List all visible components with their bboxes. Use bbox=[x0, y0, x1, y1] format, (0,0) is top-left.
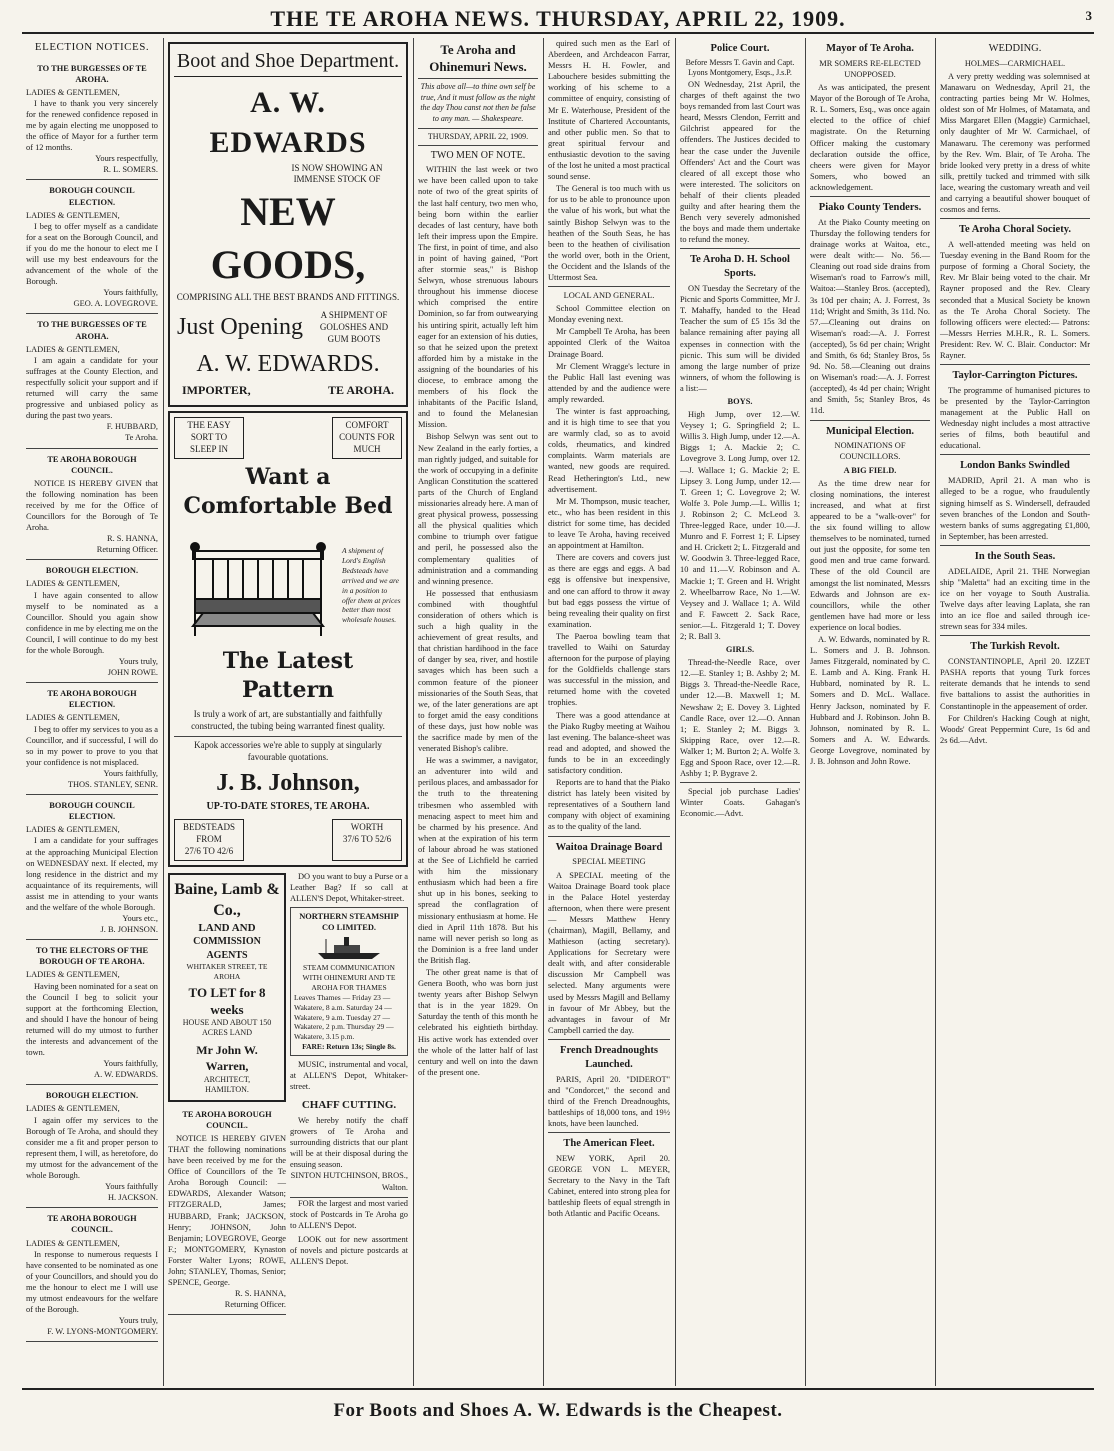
ad-town: TE AROHA. bbox=[327, 383, 394, 398]
notice-close: Yours faithfully bbox=[105, 1182, 158, 1192]
sports-intro: ON Tuesday the Secretary of the Picnic and Sports Committee, Mr J. T. Mahaffy, handed to the Head Teacher the sum of £5 15s 3d the balance remaining after paying all expenses in connection with the picnic. This sum will be divided among the large number of prize winners, of whom the following is a list:— bbox=[680, 284, 800, 393]
notice-signature: A. W. EDWARDS. bbox=[94, 1070, 158, 1080]
notice-greeting: LADIES & GENTLEMEN, bbox=[26, 970, 120, 980]
french-report: PARIS, April 20. "DIDEROT" and "Condorcet," the second and third of the French Dreadnoughts, battleships of 18,000 tons, and 19½ knots, have been launched. bbox=[548, 1074, 670, 1129]
turkish-heading: The Turkish Revolt. bbox=[970, 641, 1060, 653]
ad-address: WHITAKER STREET, TE AROHA bbox=[186, 961, 268, 981]
notice-greeting: LADIES & GENTLEMEN, bbox=[26, 344, 120, 354]
novels-notice: LOOK out for new assortment of novels and picture postcards at ALLEN'S Depot. bbox=[290, 1234, 408, 1267]
ad-side-note: A shipment of Lord's English Bedsteads have arrived and we are in a position to offer them at prices better than most wholesale houses. bbox=[342, 546, 401, 625]
editorial-paragraph: Bishop Selwyn was sent out to New Zealand in the early forties, a man rightly judged, and suitable for the work of occupying in a definite Anglican Constitution the scattered parts of the Church of England missionaries already here. A man of great physical prowess, possessing all the physical qualities which combine to triumph over fatigue and peril, he possessed also the complementary qualities of administration and a commanding and winning presence. bbox=[418, 432, 539, 586]
ad-description: Is truly a work of art, are substantially and faithfully constructed, the tubing being warranted finest quality. bbox=[191, 708, 385, 731]
fleet-heading: The American Fleet. bbox=[563, 1138, 655, 1150]
wedding-subheading: HOLMES—CARMICHAEL. bbox=[964, 58, 1066, 68]
french-heading: French Dreadnoughts Launched. bbox=[560, 1044, 658, 1070]
notice-close: Yours faithfully, bbox=[103, 288, 158, 298]
editorial-continued: The General is too much with us for us to be able to pronounce upon the value of his work, but what the saintly Bishop Selwyn was to the heathen of the South Seas, he has been to the heathen of civilisation the world over, both in the Orient, the Occident and the Islands of the Uttermost Sea. bbox=[548, 184, 670, 282]
mayor-subheading: MR SOMERS RE-ELECTED UNOPPOSED. bbox=[819, 58, 921, 79]
ad-tagline: IS NOW SHOWING AN IMMENSE STOCK OF bbox=[291, 162, 383, 185]
masthead bbox=[22, 6, 1094, 34]
ad-stores: UP-TO-DATE STORES, TE AROHA. bbox=[206, 800, 370, 812]
editorial-title: TWO MEN OF NOTE. bbox=[430, 150, 526, 162]
notice-body: I beg to offer myself as a candidate for a seat on the Borough Council, and if you do me the honour to elect me I will use my best endeavours for the advancement of the whole of the Borough. bbox=[26, 221, 158, 287]
nominations-list: A. W. Edwards, nominated by R. L. Somers and J. B. Johnson. James Fitzgerald, nominated by C. E. Lamb and A. King. Frank H. Hubbard, nominated by R. L. Somers and D. McL. Wallace. Henry Jackson, nominated by F. Hubbard and J. Robinson. John B. Johnson, nominated by R. L. Somers and A. W. Edwards. George Lovegrove, nominated by J. B. Johnson and John Rowe. bbox=[810, 634, 930, 767]
notice-body: I am again a candidate for your suffrages at the County Election, and respectfully solicit your support and if returned will carry the same progressive and unbiased policy as during the past two years. bbox=[26, 355, 158, 421]
police-report: ON Wednesday, 21st April, the charges of theft against the two boys remanded from last Court was heard, Messrs Clendon, Ferritt and Gilchrist appeared for the offenders. The Justices decided to hear the case under the Juvenile Offenders' Act and the Court was cleared of all except those who were interested. The solicitors on behalf of their clients pleaded guilty and after hearing them the Bench very severely admonished the boys and made them undertake to refund the money. bbox=[680, 79, 800, 245]
ad-easy-sort: THE EASY SORT TO SLEEP IN bbox=[174, 417, 244, 459]
municipal-subheading: NOMINATIONS OF COUNCILLORS. bbox=[834, 441, 906, 462]
ad-importer: IMPORTER, bbox=[182, 383, 251, 398]
notice-close: Yours truly, bbox=[118, 657, 158, 667]
column-court-sports bbox=[676, 38, 804, 1386]
ad-comfort: COMFORT COUNTS FOR MUCH bbox=[332, 417, 402, 459]
local-item: There was a good attendance at the Piako Rugby meeting at Waihou last evening. The balance-sheet was read and adopted, and showed the funds to be in an exceedingly satisfactory condition. bbox=[548, 710, 670, 775]
notice-body: I have again consented to allow myself to be nominated as a Councillor. Should you again show confidence in me by electing me on the Council, I will continue to do my best for the whole Borough. bbox=[26, 590, 158, 656]
local-item: Mr Campbell Te Aroha, has been appointed Clerk of the Waitoa Drainage Board. bbox=[548, 327, 670, 359]
chaff-notice bbox=[290, 1093, 408, 1197]
ad-line1: LAND AND bbox=[198, 921, 256, 934]
ad-shipment: A SHIPMENT OF GOLOSHES AND GUM BOOTS bbox=[319, 309, 389, 344]
municipal-report: As the time drew near for closing nominations, the interest increased, and what at first appeared to be a "walk-over" for the six found willing to allow themselves to be nominated, turned out just the opposite, for some ten good men and true came forward. These of the old Council are amongst the list nominated, Messrs Edwards and Johnson are ex-councillors, while the other gentlemen have had more or less experience on local bodies. bbox=[810, 478, 930, 632]
column-local-news bbox=[544, 38, 674, 1386]
notice-body: Having been nominated for a seat on the Council I beg to solicit your support at the forthcoming Election, and should I have the honour of being returned will do my utmost to further the interests and advancement of the town. bbox=[26, 981, 158, 1058]
notice-body: I beg to offer my services to you as a Councillor, and if successful, I will do so in my power to prove to you that your confidence is not misplaced. bbox=[26, 724, 158, 767]
local-item: Reports are to hand that the Piako district has lately been visited by representatives of a Southern land company with object of examining as to the quality of the land. bbox=[548, 778, 670, 832]
notice-signature: H. JACKSON. bbox=[107, 1193, 158, 1203]
notice-role: Returning Officer. bbox=[96, 545, 158, 555]
notice-title: TO THE BURGESSES OF TE AROHA. bbox=[37, 63, 147, 84]
column-wedding-cables bbox=[936, 38, 1094, 1386]
baine-lamb-advertisement bbox=[168, 873, 286, 1102]
notice-close: Yours faithfully, bbox=[103, 1059, 158, 1069]
ad-merchant-name: A. W. EDWARDS bbox=[209, 86, 367, 159]
choral-heading: Te Aroha Choral Society. bbox=[958, 224, 1071, 236]
notice-signature: SINTON HUTCHINSON, BROS., Walton. bbox=[290, 1171, 408, 1192]
ad-want-bed: Want a Comfortable Bed bbox=[183, 463, 393, 519]
piako-heading: Piako County Tenders. bbox=[818, 201, 922, 213]
column-editorial bbox=[414, 38, 542, 1386]
south-seas-heading: In the South Seas. bbox=[974, 550, 1056, 562]
notice-signature: F. W. LYONS-MONTGOMERY. bbox=[47, 1327, 158, 1337]
notice-title: TO THE ELECTORS OF THE BOROUGH OF TE AROHA. bbox=[35, 946, 149, 967]
editorial-date: THURSDAY, APRIL 22, 1909. bbox=[427, 131, 529, 141]
music-notice: MUSIC, instrumental and vocal, at ALLEN'S Depot, Whitaker-street. bbox=[290, 1060, 408, 1092]
cough-advert: For Children's Hacking Cough at night, Woods' Great Peppermint Cure, 1s 6d and 2s 6d.—Advt. bbox=[940, 713, 1090, 745]
ad-merchant-name-2: A. W. EDWARDS. bbox=[196, 351, 380, 378]
election-notice bbox=[26, 795, 158, 940]
editorial-paragraph: The other great name is that of Genera Booth, who was born just twenty years after Bishop Selwyn that is in the year 1829. On Saturday the tenth of this month he celebrated his eightieth birthday. His active work has extended over the whole of the latter half of last century and well on into the dawn of the present one. bbox=[418, 967, 538, 1077]
notice-greeting: LADIES & GENTLEMEN, bbox=[26, 825, 120, 835]
ad-architect-role: ARCHITECT, bbox=[203, 1074, 251, 1084]
notice-title: BOROUGH COUNCIL ELECTION. bbox=[49, 186, 135, 207]
notice-close: Yours etc., bbox=[122, 914, 158, 924]
south-seas-report: ADELAIDE, April 21. THE Norwegian ship "Maletta" had an exciting time in the ice on her voyage to South Australia. Twelve days after leaving Laplata, she ran into an ice floe and sailed through ice-strewn seas for 334 miles. bbox=[940, 566, 1090, 632]
editorial-paragraph: He possessed that enthusiasm combined with thoughtful consideration of others which is such a high quality in the achievement of great results, and that christian hardihood in the face of danger by sea, river, and hostile savages which has been such a common feature of the pioneer missionaries of the South Seas, that we, of the later generations are apt to forget amid the easy conditions of these days, just how noble was the sacrifice made by men of the venerated Bishop's calibre. bbox=[418, 588, 538, 754]
election-notice bbox=[26, 560, 158, 683]
ad-latest-pattern: The Latest Pattern bbox=[222, 647, 354, 703]
ad-firm: J. B. Johnson, bbox=[216, 770, 360, 797]
column-advertisements bbox=[164, 38, 412, 1386]
notice-signature: J. B. JOHNSON. bbox=[100, 925, 158, 935]
ad-worth-label: WORTH bbox=[350, 822, 384, 833]
notice-greeting: LADIES & GENTLEMEN, bbox=[26, 713, 120, 723]
notice-role: Returning Officer. bbox=[224, 1300, 286, 1310]
waitoa-report: A SPECIAL meeting of the Waitoa Drainage Board took place in the Palace Hotel yesterday afternoon, when there were present — Messrs Matthew Henry (chairman), Magill, Bellamy, and Mathieson (acting secretary). Applications for Secretary were dealt with, and after considerable discussion Mr Campbell was selected. Many arguments were used by Messrs Magill and Bellamy in favour of Mr Abbey, but the advantages in favour of Mr Campbell carried the day. bbox=[548, 870, 670, 1035]
steam-body: Leaves Thames — Friday 23 — Wakatere, 8 a.m. Saturday 24 — Wakatere, 9 a.m. Tuesday 27 — Wakatere, 2 p.m. Thursday 29 — Wakatere, 3.15 p.m. bbox=[294, 992, 394, 1042]
notice-place: Te Aroha. bbox=[125, 433, 158, 443]
page-number: 3 bbox=[1085, 8, 1092, 23]
notice-greeting: LADIES & GENTLEMEN, bbox=[26, 579, 120, 589]
election-notice bbox=[26, 1085, 158, 1208]
ad-architect-town: HAMILTON. bbox=[205, 1085, 249, 1095]
notice-greeting: LADIES & GENTLEMEN, bbox=[26, 1104, 120, 1114]
column-election-notices bbox=[22, 38, 162, 1386]
masthead-title: THE TE AROHA NEWS. THURSDAY, APRIL 22, 1909. bbox=[270, 6, 846, 31]
notice-greeting: LADIES & GENTLEMEN, bbox=[26, 210, 120, 220]
special-advert: Special job purchase Ladies' Winter Coats. Gahagan's Economic.—Advt. bbox=[680, 787, 800, 819]
wedding-heading: WEDDING. bbox=[988, 43, 1042, 54]
election-notice bbox=[26, 58, 158, 181]
election-notice bbox=[26, 180, 158, 314]
ad-architect-name: Mr John W. Warren, bbox=[196, 1042, 258, 1073]
pictures-report: The programme of humanised pictures to be presented by the Taylor-Carrington management at the Public Hall on Wednesday night includes a most attractive series of films, both beautiful and educational. bbox=[940, 385, 1090, 451]
sports-heading: Te Aroha D. H. School Sports. bbox=[690, 254, 790, 280]
notice-body: We hereby notify the chaff growers of Te Aroha and surrounding districts that our plant will be at their disposal during the ensuing season. bbox=[290, 1115, 408, 1170]
notice-title: TE AROHA BOROUGH ELECTION. bbox=[47, 689, 137, 710]
notice-signature: F. HUBBARD, bbox=[106, 422, 158, 432]
piako-report: At the Piako County meeting on Thursday the following tenders for drainage works at Waitoa, etc., were dealt with:— No. 56.—Cleaning out road side drains from Wiseman's road to Farrow's mill, Waitoa:—Stanley Bros. (accepted), 3s 10d per chain; A. J. Forrest, 3s 11d; Wright and Smith, 3s 11d. No. 57.—Cleaning out drains on Wiseman's road:—A. J. Forrest (accepted), 5s 6d per chain; Wright and Smith, 6s 6d; Stanley Bros, 5s 9d. No. 58.—Cleaning out drains on Wiseman's road:—A. J. Forrest (accepted), 4s 4d per chain; Wright and Smith, 5s; Stanley Bros, 4s 11d. bbox=[810, 217, 930, 416]
steam-sub: STEAM COMMUNICATION WITH OHINEMURI AND TE AROHA FOR THAMES bbox=[302, 963, 396, 992]
notice-signature: R. L. SOMERS. bbox=[103, 165, 158, 175]
notice-body: NOTICE IS HEREBY GIVEN THAT the following nominations have been received by me for the Office of Councillors of the Te Aroha Borough Council: — EDWARDS, Alexander Watson; FITZGERALD, James; HUBBARD, Frank; JACKSON, Henry; JOHNSON, John Benjamin; LOVEGROVE, George F.; MONTGOMERY, Kynaston Forster Walter Lyons; ROWE, John; STANLEY, Thomas, Senior; SPENCE, George. bbox=[168, 1133, 286, 1288]
editorial-continued: quired such men as the Earl of Aberdeen, and Archdeacon Farrar, Messrs H. H. Fowler, and Labouchere besides submitting the working of his scheme to a committee of enquiry, consisting of Mr E. Waterhouse, President of the Institute of Chartered Accountants, and other public men. So that to great spiritual fervour and enthusiastic devotion to the saving of the lost he united a most practical sound sense. bbox=[548, 39, 670, 182]
paper-motto: This above all—to thine own self be true, And it must follow as the night the day Thou canst not then be false to any man. — Shakespeare. bbox=[420, 82, 536, 123]
police-subheading: Before Messrs T. Gavin and Capt. Lyons Montgomery, Esqs., J.s.P. bbox=[685, 57, 795, 78]
local-item: Mr Clement Wragge's lecture in the Public Hall last evening was attended by and the audience were amply rewarded. bbox=[548, 361, 670, 404]
boys-results: High Jump, over 12.—W. Veysey 1; G. Springfield 2; L. Willis 3. High Jump, under 12.—A. Biggs 1; A. Mackie 2; C. Lovegrove 3. Long Jump, over 12.—J. Wallace 1; G. Mackie 2; E. Lipsey 3. Long Jump, under 12.—T. Green 1; C. Lovegrove 2; W. Wolfe 3. Pole Jump.—L. Willis 1; J. Robinson 2; C. McLeod 3. Three-legged Race, under 10.—J. Munro and F. Forrest 1; F. Lipsey and H. Crickett 2; L. Fitzgerald and W. Goodwin 3. Three-legged Race, 10 and 11.—V. Robinson and A. Mackie 1; T. Green and H. Wright 2. Wheelbarrow Race, No 1.—W. Veysey and J. Wallace 1; A. Wild and F. Fawcett 2. Sack Race, senior.—L. Fitzgerald 1; T. Dovey 2; R. Ball 3. bbox=[680, 410, 800, 641]
police-heading: Police Court. bbox=[710, 43, 770, 54]
notice-title: BOROUGH ELECTION. bbox=[45, 1091, 139, 1101]
notice-greeting: LADIES & GENTLEMEN, bbox=[26, 87, 120, 97]
notice-title: BOROUGH COUNCIL ELECTION. bbox=[49, 801, 135, 822]
election-notice bbox=[26, 683, 158, 795]
local-item: The Paeroa bowling team that travelled to Waihi on Saturday afternoon for the purpose of playing for the Goldfields challenge stars was successful in the mission, and returned home with the coveted trophies. bbox=[548, 631, 670, 708]
boys-heading: BOYS. bbox=[727, 397, 753, 407]
notice-signature: JOHN ROWE. bbox=[107, 668, 158, 678]
notice-signature: R. S. HANNA, bbox=[107, 534, 158, 544]
bank-report: MADRID, April 21. A man who is alleged to be a rogue, who fraudulently signing himself as S. Windersell, defrauded seven branches of the London and South-western banks of sums aggregating £1,800, in September, has been arrested. bbox=[940, 476, 1090, 541]
election-notice bbox=[26, 1208, 158, 1342]
wedding-report: A very pretty wedding was solemnised at Manawaru on Wednesday, April 21, the contracting parties being Mr W. Holmes, oldest son of Mr Holmes, of Matamata, and Miss Margaret Ellen (Maggie) Carmichael, only daughter of Mr W. Carmichael, of Manawaru. The ceremony was performed by the Rev. Wm. Blair, of Te Aroha. The bride looked very pretty in a dress of white silk, prettily tucked and trimmed with silk lace, wearing the customary wreath and veil and carrying a beautiful shower bouquet of cosmos and ferns. bbox=[940, 71, 1090, 215]
notice-body: I have to thank you very sincerely for the renewed confidence reposed in me by again electing me unopposed to the office of Mayor for a further term of 12 months. bbox=[26, 98, 158, 153]
election-notice bbox=[26, 940, 158, 1085]
notice-close: Yours faithfully, bbox=[103, 768, 158, 778]
choral-report: A well-attended meeting was held on Tuesday evening in the Band Room for the purpose of forming a Choral Society, the Rev. Mr Blair being voted to the chair. Mr Rayner proposed and the Rev. Cleary seconded that a Musical Society be known as the Te Aroha Choral Society. The following officers were elected:— Patrons:—Messrs Herries M.H.R., R. L. Somers. President: Rev. W. C. Blair. Conductor: Mr Rayner. bbox=[940, 240, 1090, 360]
notice-title: TO THE BURGESSES OF TE AROHA. bbox=[37, 320, 147, 341]
local-general-heading: LOCAL AND GENERAL. bbox=[563, 291, 655, 301]
girls-heading: GIRLS. bbox=[725, 645, 755, 655]
municipal-big-field: A BIG FIELD. bbox=[843, 465, 897, 475]
ad-new-goods: NEW GOODS, bbox=[210, 189, 366, 288]
ad-firm: Baine, Lamb & Co., bbox=[174, 880, 280, 919]
notice-body: In response to numerous requests I have consented to be nominated as one of your Councillors, and should you do me the honour to elect me I will use my utmost endeavours for the welfare of the Borough. bbox=[26, 1249, 158, 1315]
bank-heading: London Banks Swindled bbox=[960, 460, 1070, 472]
municipal-heading: Municipal Election. bbox=[825, 425, 915, 437]
notice-body: NOTICE IS HEREBY GIVEN that the following nomination has been received by me for the Office of Councillors for the Borough of Te Aroha. bbox=[26, 478, 158, 533]
notice-signature: THOS. STANLEY, SENR. bbox=[67, 780, 158, 790]
column-mayor-municipal bbox=[806, 38, 934, 1386]
steam-title: NORTHERN STEAMSHIP CO LIMITED. bbox=[299, 911, 399, 933]
mayor-report: As was anticipated, the present Mayor of the Borough of Te Aroha, R. L. Somers, Esq., was once again elected to the office of chief magistrate. On the Returning Officer making the customary declaration outside the office, cheers were given for Mayor Somers, who bowed an acknowledgement. bbox=[810, 83, 930, 192]
local-item: The winter is fast approaching, and it is high time to see that you are warmly clad, so as to avoid colds, rheumatics, and kindred complaints. Warm materials are wanted, new goods are required. Read Hetherington's Ltd., new advertisement. bbox=[548, 407, 670, 494]
postcard-notice: FOR the largest and most varied stock of Postcards in Te Aroha go to ALLEN'S Depot. bbox=[290, 1198, 408, 1230]
notice-close: Yours respectfully, bbox=[95, 154, 158, 164]
notice-title: CHAFF CUTTING. bbox=[301, 1099, 397, 1112]
notice-body: I again offer my services to the Borough of Te Aroha, and should they consider me a fit and proper person to represent them, I will, as heretofore, do my utmost for the advancement of the whole Borough. bbox=[26, 1115, 158, 1181]
girls-results: Thread-the-Needle Race, over 12.—E. Stanley 1; B. Ashby 2; M. Biggs 3. Thread-the-Needle Race, under 12.—B. Maxwell 1; M. Newshaw 2; E. Dovey 3. Lighted Candle Race, over 12.—O. Annan 1; E. Stanley 2; M. Biggs 3. Skipping Race, over 12.—R. Walker 1; M. Burton 2; A. Wolfe 3. Egg and Spoon Race, over 12.—R. Ashby 1; P. Bygrave 2. bbox=[680, 658, 800, 779]
bedstead-icon bbox=[183, 531, 333, 641]
council-notice bbox=[168, 1104, 286, 1316]
purse-notice: DO you want to buy a Purse or a Leather Bag? If so call at ALLEN'S Depot, Whitaker-street. bbox=[290, 871, 408, 903]
ad-heading: Boot and Shoe Department. bbox=[174, 48, 402, 77]
waitoa-subheading: SPECIAL MEETING bbox=[572, 857, 646, 867]
local-item: Mr M. Thompson, music teacher, etc., who has been resident in this district for some time, has decided to leave Te Aroha, having received an appointment at Hamilton. bbox=[548, 496, 670, 551]
editorial-paragraph: WITHIN the last week or two we have been called upon to take note of two of the great spirits of the last half century, two men who, being born within the earlier decades of last century, have both left their impress upon the Empire. The first, in point of time, and also in point of having gained, "Port after stormie seas," is Bishop Selwyn, whose strenuous labours throughout his immense diocese which comprised the entire Dominion, so far from outwearying his untiring spirit, actually left him eager for an extension of his duties, so that he seized upon the pretext afforded him by a mistake in the assigning of the boundaries of his diocese, to embrace among the members of his flock the inhabitants of the Pacific Island, and to found the Melanesian Mission. bbox=[418, 165, 538, 430]
ad-subline: COMPRISING ALL THE BEST BRANDS AND FITTINGS. bbox=[176, 291, 400, 302]
footer-rule bbox=[22, 1388, 1094, 1390]
local-item: There are covers and covers just as there are eggs and eggs. A bad egg is offensive but inexpensive, and one can afford to throw it away but bad eggs possess the virtue of being revealing their quality on first examination. bbox=[548, 553, 670, 629]
fleet-report: NEW YORK, April 20. GEORGE VON L. MEYER, Secretary to the Navy in the Taft Cabinet, entered into strong plea for battleship fleets of equal strength in both Atlantic and Pacific Oceans. bbox=[548, 1153, 670, 1219]
notice-body: I am a candidate for your suffrages at the approaching Municipal Election on WEDNESDAY next. If elected, my long residence in the district and my acquaintance of its requirements, will assist me in attending to your wants and the welfare of the whole Borough. bbox=[26, 836, 158, 912]
steamship-icon bbox=[314, 935, 384, 961]
turkish-report: CONSTANTINOPLE, April 20. IZZET PASHA reports that young Turk forces reiterate demands that he intends to send five battalions to assist the authorities in Constantinople in the appeasement of order. bbox=[940, 657, 1090, 711]
notice-title: TE AROHA BOROUGH COUNCIL. bbox=[47, 454, 137, 475]
notice-signature: R. S. HANNA, bbox=[235, 1289, 286, 1299]
ad-from-label: BEDSTEADS FROM bbox=[182, 822, 235, 844]
edwards-advertisement bbox=[168, 42, 408, 407]
bedstead-advertisement bbox=[168, 411, 408, 867]
paper-name: Te Aroha and Ohinemuri News. bbox=[429, 42, 527, 75]
notice-signature: GEO. A. LOVEGROVE. bbox=[73, 299, 158, 309]
pictures-heading: Taylor-Carrington Pictures. bbox=[952, 370, 1078, 382]
waitoa-heading: Waitoa Drainage Board bbox=[555, 841, 663, 853]
ad-worth-price: 37/6 TO 52/6 bbox=[342, 833, 392, 844]
ad-line2: COMMISSION AGENTS bbox=[193, 936, 261, 961]
election-notice bbox=[26, 449, 158, 561]
steam-fare: FARE: Return 13s; Single 8s. bbox=[302, 1042, 396, 1052]
local-item: School Committee election on Monday evening next. bbox=[548, 304, 670, 325]
election-notice bbox=[26, 314, 158, 448]
section-heading: ELECTION NOTICES. bbox=[34, 41, 150, 53]
mayor-heading: Mayor of Te Aroha. bbox=[826, 43, 914, 54]
footer-advertisement: For Boots and Shoes A. W. Edwards is the Cheapest. bbox=[333, 1400, 783, 1421]
notice-title: BOROUGH ELECTION. bbox=[45, 566, 139, 576]
notice-close: Yours truly, bbox=[118, 1316, 158, 1326]
steamship-advertisement bbox=[290, 907, 408, 1056]
notice-title: TE AROHA BOROUGH COUNCIL. bbox=[47, 1214, 137, 1235]
notice-title: TE AROHA BOROUGH COUNCIL. bbox=[182, 1109, 272, 1130]
ad-kapok: Kapok accessories we're able to supply at singularly favourable quotations. bbox=[194, 740, 382, 763]
ad-from-price: 27/6 TO 42/6 bbox=[184, 845, 234, 856]
ad-to-let: TO LET for 8 weeks bbox=[188, 984, 266, 1017]
notice-greeting: LADIES & GENTLEMEN, bbox=[26, 1238, 120, 1248]
ad-to-let-desc: HOUSE AND ABOUT 150 ACRES LAND bbox=[182, 1017, 272, 1038]
ad-opening: Just Opening bbox=[177, 313, 303, 340]
editorial-paragraph: He was a swimmer, a navigator, an adventurer into wild and perilous places, and ambassador for the truth to the threatening tribesmen who assembled with menacing aspect to meet him and be charmed by his presence. And when at the expiration of his term of labour abroad he was stationed at the See of Lichfield he carried with him the missionary enthusiasm which had been a fire shut up in his bones, seeking to spread the conflagration of missionary enthusiasm at home. He died in April 11th 1878. But his name will never perish so long as the Dominion is a free land under the British flag. bbox=[418, 756, 538, 965]
